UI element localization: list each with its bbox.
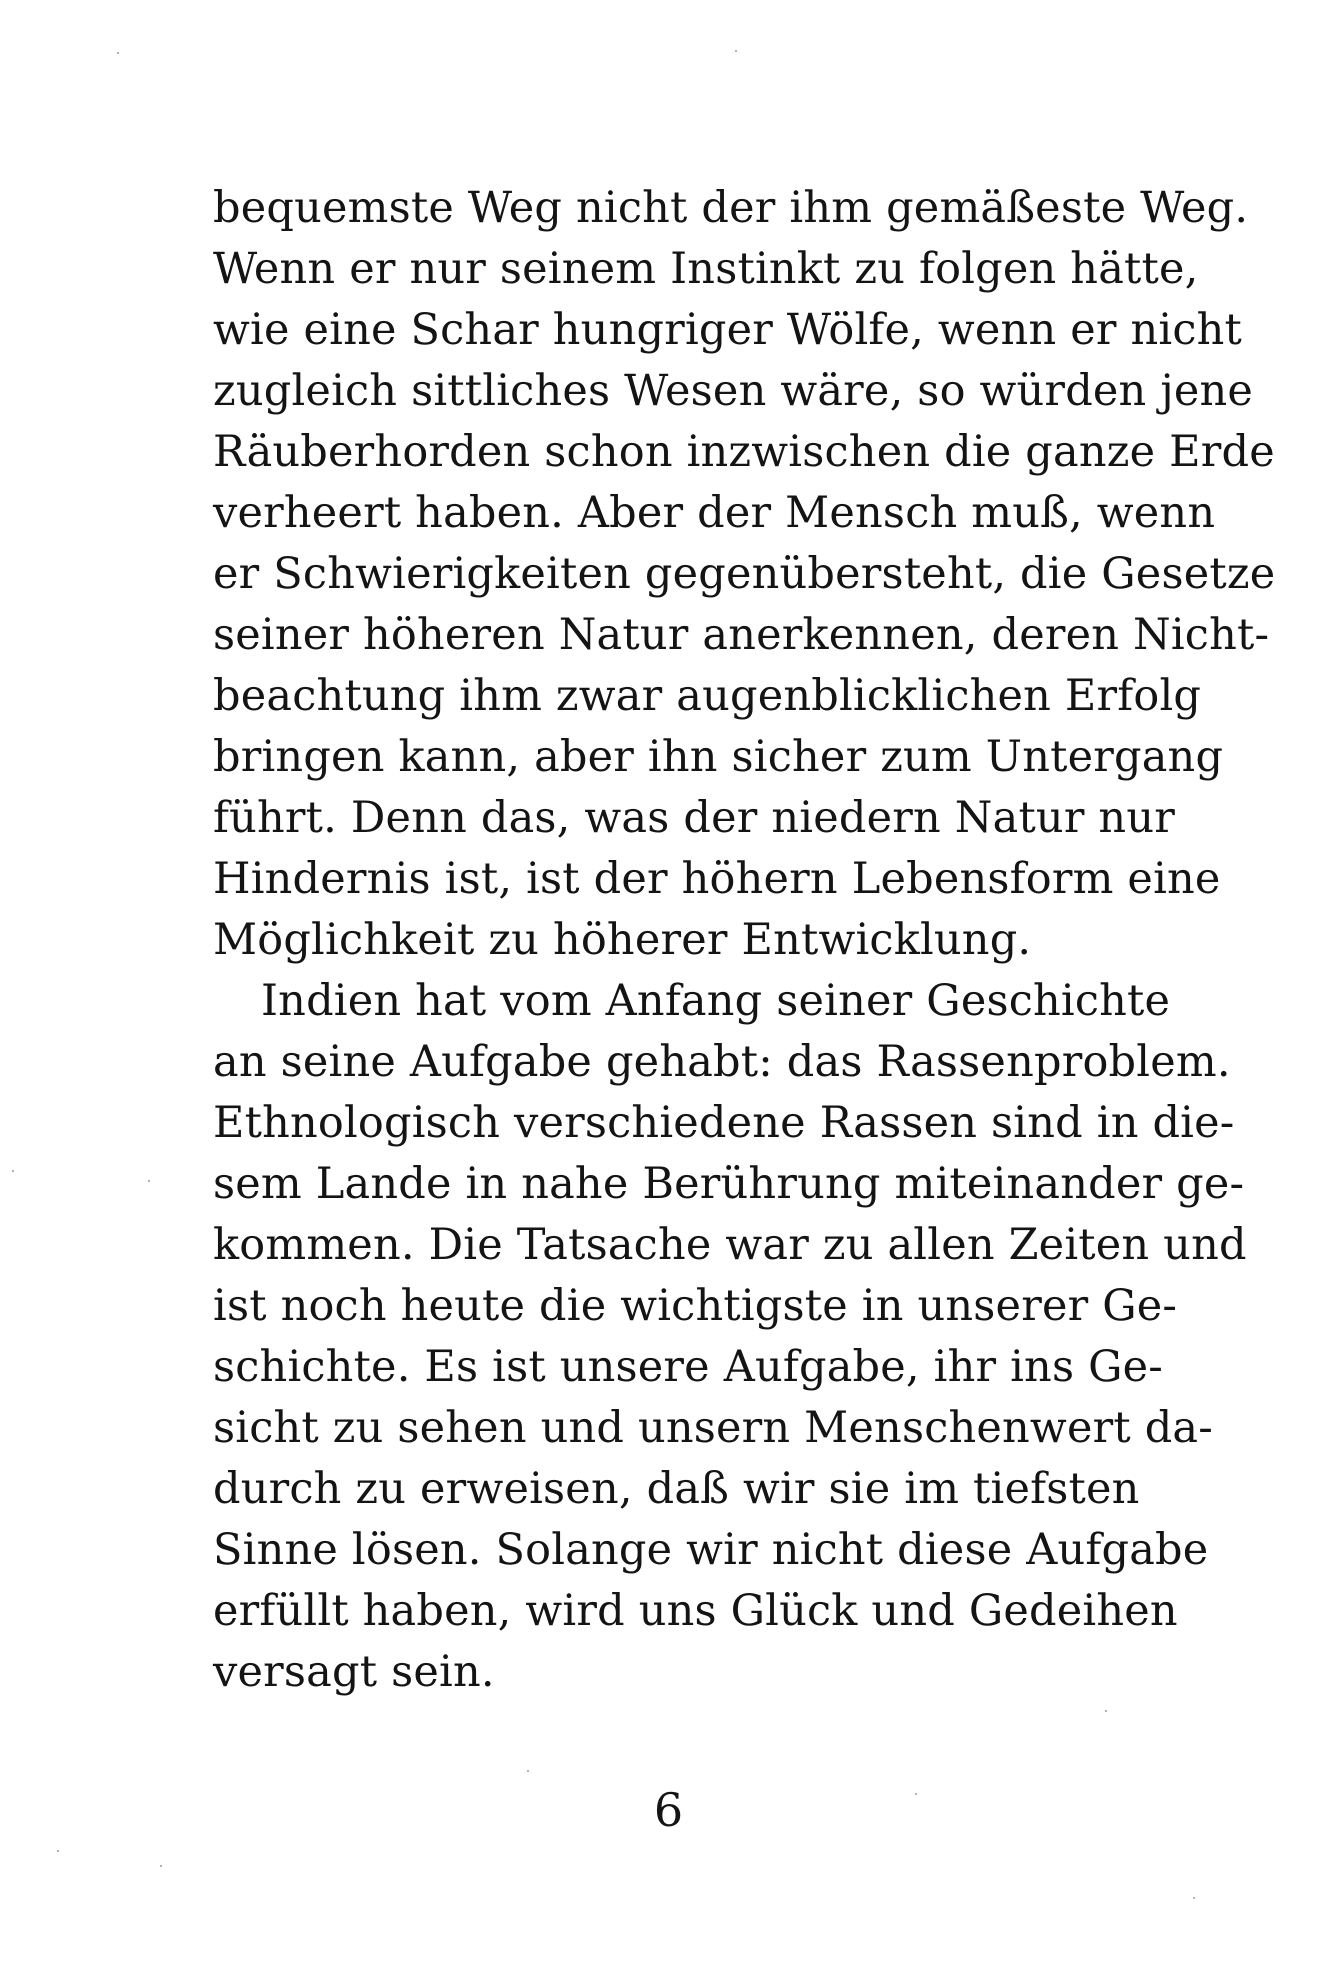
- scan-speck: [915, 1793, 917, 1795]
- text-line: er Schwierigkeiten gegenübersteht, die Gesetze: [213, 549, 1276, 599]
- text-line: ist noch heute die wichtigste in unserer Ge-: [213, 1281, 1178, 1331]
- scan-speck: [57, 1850, 59, 1852]
- text-line: Ethnologisch verschiedene Rassen sind in die-: [213, 1098, 1235, 1148]
- text-line: zugleich sittliches Wesen wäre, so würden jene: [213, 366, 1254, 416]
- text-line: kommen. Die Tatsache war zu allen Zeiten und: [213, 1220, 1247, 1270]
- text-line: schichte. Es ist unsere Aufgabe, ihr ins Ge-: [213, 1342, 1164, 1392]
- scan-speck: [1105, 1710, 1107, 1712]
- scan-speck: [1193, 1897, 1195, 1899]
- scan-speck: [148, 1180, 150, 1182]
- text-line: durch zu erweisen, daß wir sie im tiefsten: [213, 1464, 1140, 1514]
- scan-speck: [117, 52, 119, 54]
- text-line: sem Lande in nahe Berührung miteinander ge-: [213, 1159, 1245, 1209]
- text-line: Hindernis ist, ist der höhern Lebensform eine: [213, 854, 1221, 904]
- page-number: 6: [653, 1783, 684, 1837]
- text-line: Wenn er nur seinem Instinkt zu folgen hätte,: [213, 244, 1199, 294]
- text-line: sicht zu sehen und unsern Menschenwert da-: [213, 1403, 1213, 1453]
- scan-speck: [527, 1770, 529, 1772]
- text-line: erfüllt haben, wird uns Glück und Gedeihen: [213, 1586, 1178, 1636]
- text-line: Räuberhorden schon inzwischen die ganze Erde: [213, 427, 1275, 477]
- text-line: Möglichkeit zu höherer Entwicklung.: [213, 915, 1032, 965]
- text-line: verheert haben. Aber der Mensch muß, wenn: [213, 488, 1216, 538]
- text-line: Indien hat vom Anfang seiner Geschichte: [261, 976, 1171, 1026]
- paragraph-2: [213, 971, 1247, 1703]
- scan-speck: [160, 1865, 162, 1867]
- text-line: führt. Denn das, was der niedern Natur nur: [213, 793, 1175, 843]
- body-text: [213, 178, 1276, 1703]
- text-line: seiner höheren Natur anerkennen, deren Nicht-: [213, 610, 1270, 660]
- text-line: beachtung ihm zwar augenblicklichen Erfolg: [213, 671, 1202, 721]
- paragraph-1: [213, 178, 1276, 971]
- text-line: versagt sein.: [213, 1647, 495, 1697]
- scan-speck: [735, 50, 737, 52]
- text-line: an seine Aufgabe gehabt: das Rassenproblem.: [213, 1037, 1231, 1087]
- text-line: Sinne lösen. Solange wir nicht diese Aufgabe: [213, 1525, 1209, 1575]
- text-line: bringen kann, aber ihn sicher zum Untergang: [213, 732, 1224, 782]
- text-line: bequemste Weg nicht der ihm gemäßeste Weg.: [213, 183, 1249, 233]
- text-line: wie eine Schar hungriger Wölfe, wenn er nicht: [213, 305, 1242, 355]
- scan-speck: [12, 1170, 14, 1172]
